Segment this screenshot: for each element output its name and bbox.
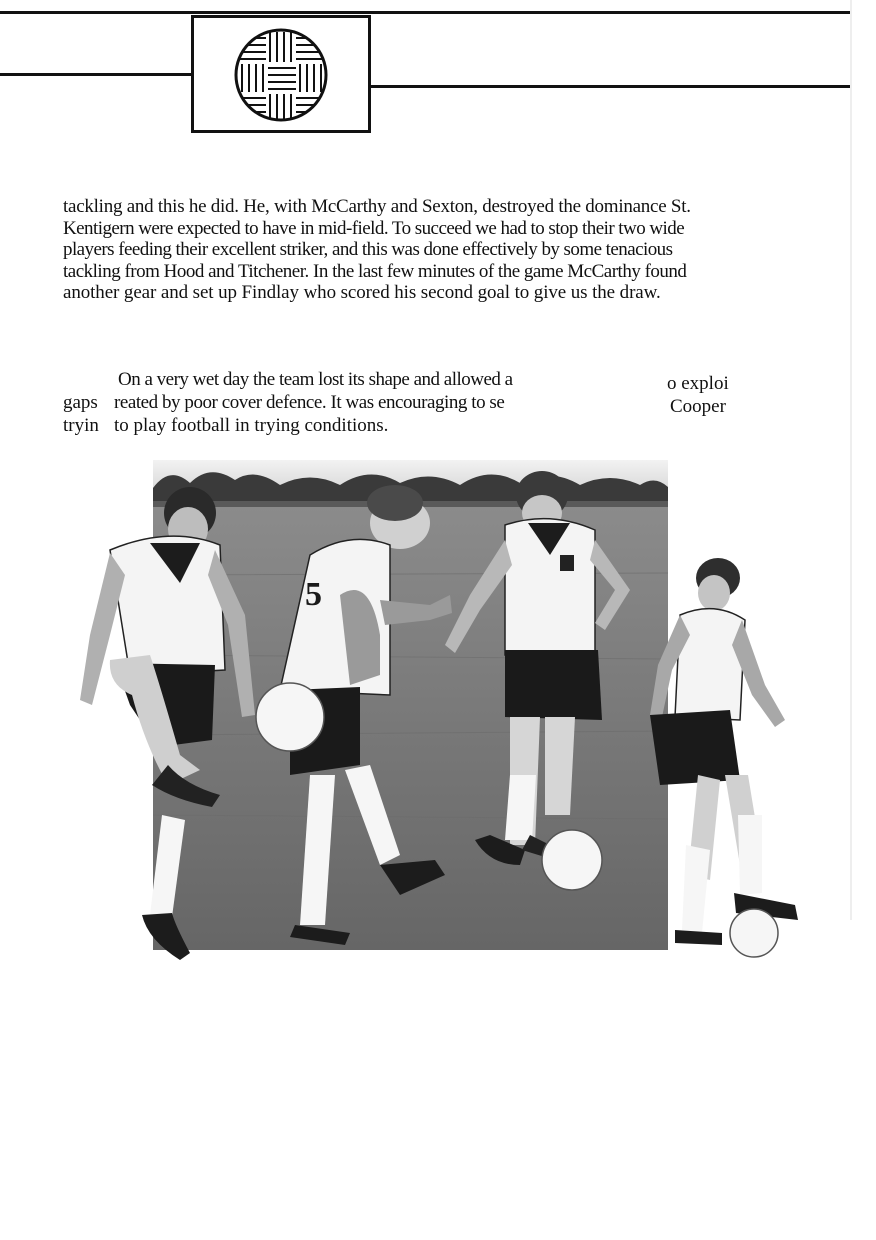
player-figure (650, 558, 798, 957)
text-line: players feeding their excellent striker, and this was done effectively by some tenacious (63, 239, 673, 260)
text-line: another gear and set up Findlay who scored his second goal to give us the draw. (63, 282, 661, 303)
top-rule (0, 11, 850, 14)
left-mid-rule (0, 73, 193, 76)
text-fragment: to play football in trying conditions. (114, 415, 389, 436)
text-fragment: On a very wet day the team lost its shape and allowed a (118, 369, 513, 390)
page-edge (850, 0, 852, 920)
right-mid-rule (371, 85, 850, 88)
jersey-number: 5 (305, 576, 322, 613)
text-line: tackling from Hood and Titchener. In the last few minutes of the game McCarthy found (63, 260, 687, 282)
football-crest-icon (194, 18, 368, 130)
text-fragment: Cooper (670, 396, 726, 417)
text-line: tackling and this he did. He, with McCarthy and Sexton, destroyed the dominance St. (63, 196, 691, 217)
team-photo (50, 455, 810, 965)
text-line: Kentigern were expected to have in mid-field. To succeed we had to stop their two wide (63, 217, 685, 239)
text-fragment: reated by poor cover defence. It was encouraging to se (114, 392, 505, 413)
emblem-box (191, 15, 371, 133)
text-fragment: gaps (63, 392, 98, 413)
text-fragment: tryin (63, 415, 99, 436)
text-fragment: o exploi (667, 373, 729, 394)
article-paragraph-1 (63, 196, 691, 304)
